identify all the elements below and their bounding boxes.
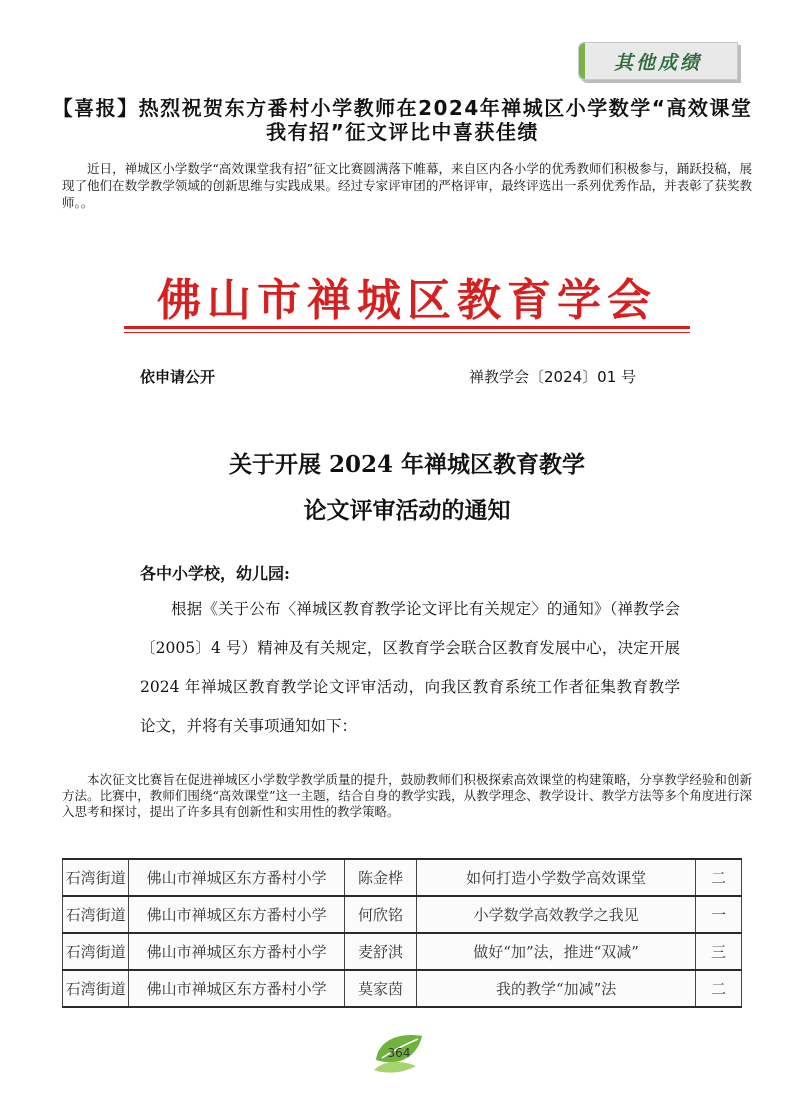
tab-stripe [579, 43, 585, 79]
award-table [62, 858, 742, 1008]
page-number-badge [372, 1030, 418, 1070]
award-school: 佛山市禅城区东方番村小学 [129, 933, 344, 970]
award-school: 佛山市禅城区东方番村小学 [129, 970, 344, 1007]
award-teacher: 莫家茵 [344, 970, 416, 1007]
article-headline: 【喜报】热烈祝贺东方番村小学教师在2024年禅城区小学数学“高效课堂我有招”征文评比中喜获佳绩 [52, 96, 753, 144]
page-number: 364 [387, 1046, 411, 1060]
award-street: 石湾街道 [63, 970, 129, 1007]
publish-mode: 依申请公开 [140, 368, 216, 386]
award-prize: 二 [696, 859, 742, 896]
intro-paragraph: 近日，禅城区小学数学“高效课堂我有招”征文比赛圆满落下帷幕，来自区内各小学的优秀教师们积极参与，踊跃投稿，展现了他们在数学教学领域的创新思维与实践成果。经过专家评审团的严格评审，最终评选出一系列优秀作品，并表彰了获奖教师。。 [62, 161, 752, 210]
table-row [63, 933, 742, 970]
notice-body: 根据《关于公布〈禅城区教育教学论文评比有关规定〉的通知》（禅教学会〔2005〕4 号）精神及有关规定，区教育学会联合区教育发展中心，决定开展 2024 年禅城区教育教学论文评审活动，向我区教育系统工作者征集教育教学论文，并将有关事项通知如下： [140, 600, 680, 735]
table-row [63, 859, 742, 896]
notice-title [62, 442, 752, 534]
award-street: 石湾街道 [63, 933, 129, 970]
award-street: 石湾街道 [63, 859, 129, 896]
table-row [63, 896, 742, 933]
table-row [63, 970, 742, 1007]
award-street: 石湾街道 [63, 896, 129, 933]
award-school: 佛山市禅城区东方番村小学 [129, 859, 344, 896]
award-school: 佛山市禅城区东方番村小学 [129, 896, 344, 933]
red-rule-thick [124, 326, 690, 329]
award-prize: 三 [696, 933, 742, 970]
notice-organization: 佛山市禅城区教育学会 [157, 275, 657, 326]
document-number: 禅教学会〔2024〕01 号 [469, 368, 637, 386]
red-rule-thin [124, 332, 690, 333]
award-teacher: 何欣铭 [344, 896, 416, 933]
award-paper: 小学数学高效教学之我见 [417, 896, 696, 933]
award-paper: 如何打造小学数学高效课堂 [417, 859, 696, 896]
notice-salutation: 各中小学校，幼儿园: [140, 564, 290, 583]
award-teacher: 陈金桦 [344, 859, 416, 896]
notice-title-line2: 论文评审活动的通知 [303, 497, 511, 524]
notice-title-line1: 关于开展 2024 年禅城区教育教学 [228, 451, 586, 478]
award-prize: 一 [696, 896, 742, 933]
award-teacher: 麦舒淇 [344, 933, 416, 970]
notice-document-image [62, 238, 752, 750]
section-tab-label: 其他成绩 [613, 51, 702, 74]
award-paper: 做好“加”法，推进“双减” [417, 933, 696, 970]
contest-paragraph: 本次征文比赛旨在促进禅城区小学数学教学质量的提升，鼓励教师们积极探索高效课堂的构建策略，分享教学经验和创新方法。比赛中，教师们围绕“高效课堂”这一主题，结合自身的教学实践，从教学理念、教学设计、教学方法等多个角度进行深入思考和探讨，提出了许多具有创新性和实用性的教学策略。 [62, 772, 752, 819]
award-prize: 二 [696, 970, 742, 1007]
section-tab [578, 42, 738, 80]
award-paper: 我的教学“加减”法 [417, 970, 696, 1007]
